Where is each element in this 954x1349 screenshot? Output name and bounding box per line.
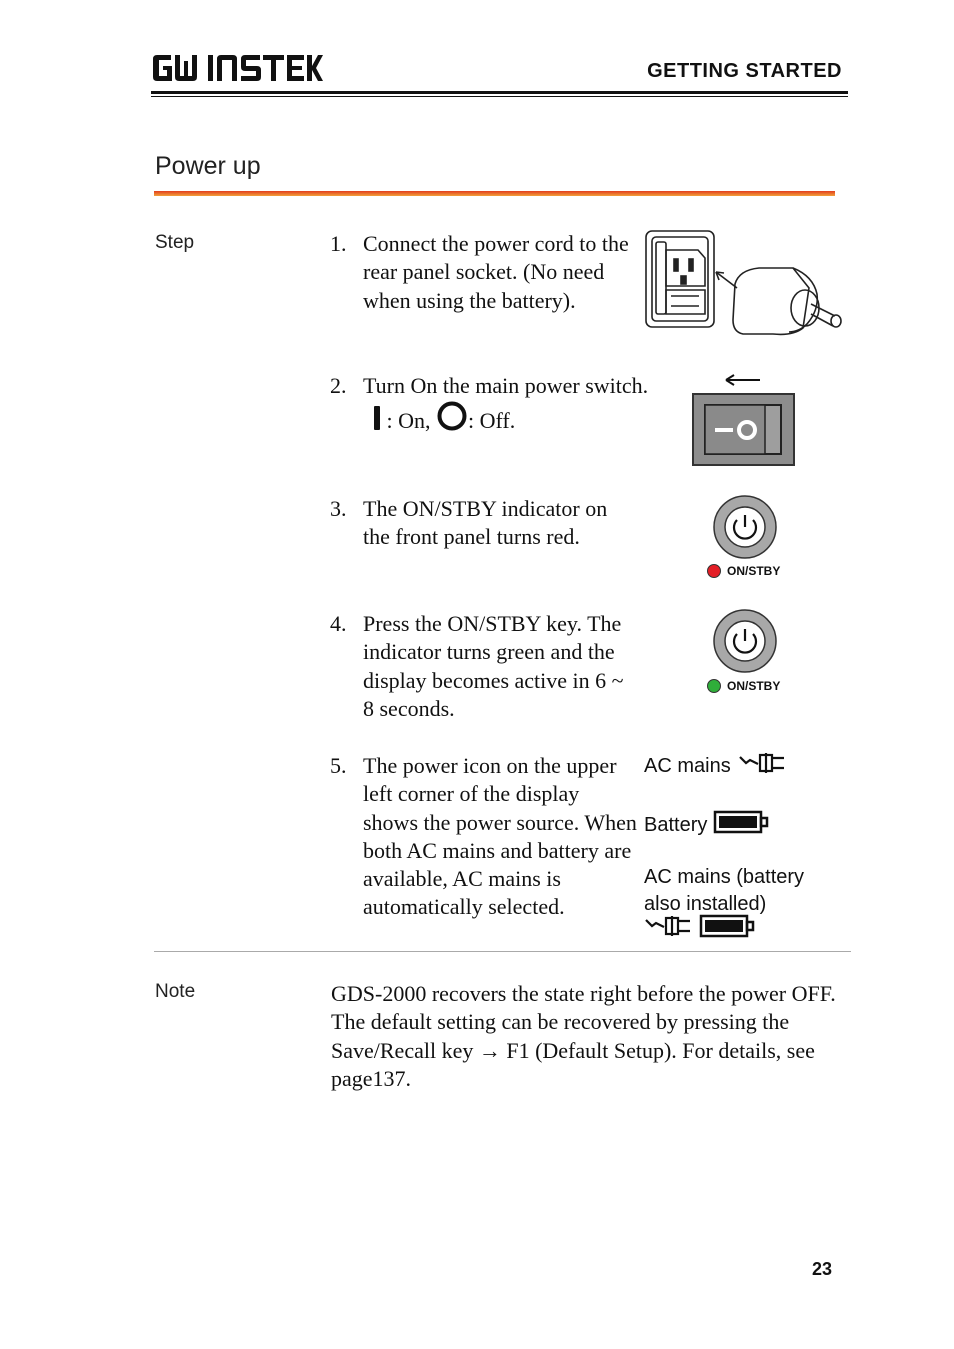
page-number: 23	[812, 1259, 833, 1279]
indicator-label: ON/STBY	[727, 679, 781, 693]
battery-icon	[699, 914, 755, 938]
section-rule	[154, 191, 835, 196]
note-label: Note	[155, 981, 196, 1002]
power-button-icon	[705, 493, 787, 568]
step-label: Step	[155, 232, 195, 253]
on-symbol-icon	[373, 404, 381, 439]
step-text-main: Turn On the main power switch.	[363, 373, 649, 398]
chapter-title: GETTING STARTED	[647, 60, 842, 82]
step-number: 2.	[330, 373, 347, 398]
ac-battery-icons	[644, 914, 755, 938]
step-text: The power icon on the upper left corner of the display shows the power source. When both AC mains and battery are available, AC mains is automatically selected.	[363, 753, 637, 920]
power-switch-icon	[692, 372, 796, 473]
battery-text: Battery	[644, 814, 708, 836]
section-title: Power up	[155, 152, 261, 180]
header-rule-thick	[151, 91, 848, 94]
power-socket-icon	[643, 228, 845, 345]
battery-icon	[713, 810, 769, 840]
step-text	[363, 372, 653, 440]
off-label: : Off.	[468, 408, 516, 434]
indicator-red-icon	[706, 563, 722, 579]
indicator-label: ON/STBY	[727, 564, 781, 578]
indicator-green-icon	[706, 678, 722, 694]
battery-label	[644, 810, 769, 840]
off-symbol-icon	[436, 400, 468, 439]
power-button-icon	[705, 607, 787, 682]
onstby-indicator-red	[706, 563, 780, 579]
step-number: 3.	[330, 496, 347, 521]
gw-instek-logo	[153, 55, 323, 88]
ac-mains-label	[644, 752, 788, 780]
step-text: The ON/STBY indicator on the front panel turns red.	[363, 496, 608, 550]
on-label: : On,	[381, 408, 436, 434]
step-number: 1.	[330, 231, 347, 256]
step-text: Connect the power cord to the rear panel socket. (No need when using the battery).	[363, 231, 629, 313]
step-text: Press the ON/STBY key. The indicator turns green and the display becomes active in 6 ~ 8 seconds.	[363, 611, 624, 721]
note-text: GDS-2000 recovers the state right before the power OFF. The default setting can be recovered by pressing the Save/Recall key → F1 (Default Setup). For details, see page137.	[331, 981, 836, 1091]
ac-plug-icon	[644, 915, 694, 937]
step-number: 4.	[330, 611, 347, 636]
onstby-indicator-green	[706, 678, 780, 694]
step-number: 5.	[330, 753, 347, 778]
section-separator	[154, 951, 851, 952]
ac-mains-battery-label: AC mains (battery also installed)	[644, 866, 805, 915]
header-rule-thin	[151, 96, 848, 97]
ac-plug-icon	[738, 752, 788, 780]
ac-mains-text: AC mains	[644, 755, 731, 777]
